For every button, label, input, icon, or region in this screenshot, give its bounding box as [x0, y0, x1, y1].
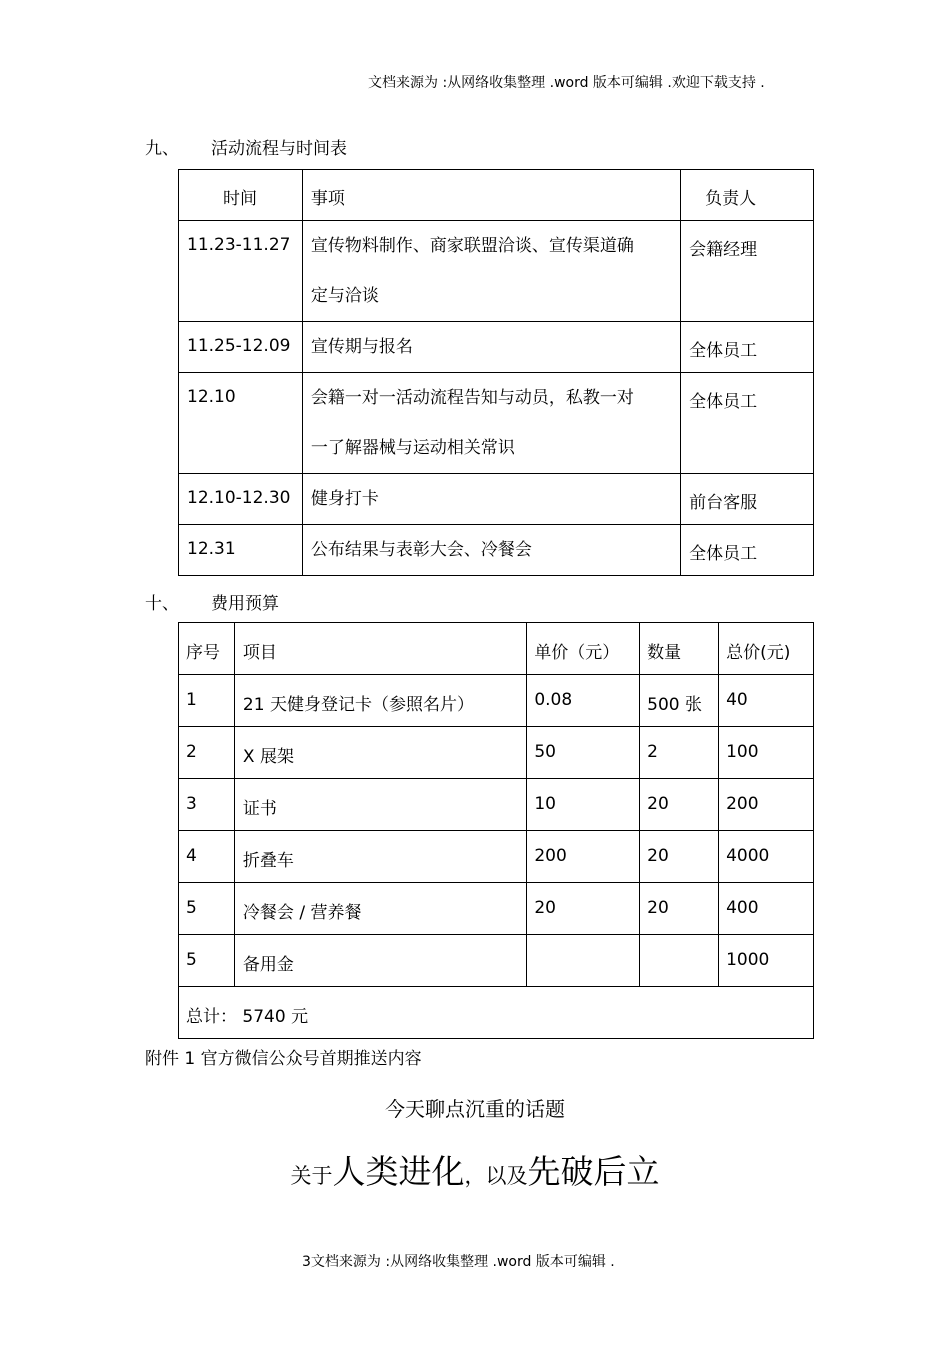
- section-9-title: 活动流程与时间表: [211, 139, 347, 159]
- section-10-number: 十、: [145, 594, 179, 614]
- budget-row: [179, 935, 814, 987]
- schedule-time-cell: 12.10-12.30: [179, 474, 303, 525]
- budget-row: [179, 883, 814, 935]
- schedule-item-cell: [302, 373, 680, 474]
- budget-item-cell: 21 天健身登记卡（参照名片）: [234, 675, 526, 727]
- budget-row: [179, 727, 814, 779]
- budget-item-cell: X 展架: [234, 727, 526, 779]
- budget-unit-price-cell: 10: [527, 779, 640, 831]
- headline-part: 关于: [290, 1164, 333, 1188]
- schedule-item-cell: [302, 221, 680, 322]
- budget-row: [179, 831, 814, 883]
- budget-header-qty: 数量: [640, 623, 719, 675]
- schedule-time-cell: 11.25-12.09: [179, 322, 303, 373]
- budget-header-no: 序号: [179, 623, 235, 675]
- section-10-title: 费用预算: [211, 594, 279, 614]
- budget-qty-cell: 20: [640, 779, 719, 831]
- budget-row: [179, 675, 814, 727]
- schedule-row: [179, 221, 814, 322]
- budget-unit-price-cell: [527, 935, 640, 987]
- budget-row: [179, 779, 814, 831]
- schedule-owner-cell: 全体员工: [681, 373, 814, 474]
- schedule-item-line: 定与洽谈: [310, 286, 379, 306]
- budget-header-row: [179, 623, 814, 675]
- schedule-table: [178, 169, 814, 576]
- budget-item-cell: 证书: [234, 779, 526, 831]
- budget-qty-cell: 20: [640, 883, 719, 935]
- budget-qty-cell: 2: [640, 727, 719, 779]
- schedule-header-owner: 负责人: [681, 170, 814, 221]
- appendix-title: 附件 1 官方微信公众号首期推送内容: [145, 1049, 422, 1069]
- headline-part: ，以及: [464, 1164, 528, 1188]
- budget-total-cell: 40: [719, 675, 814, 727]
- budget-unit-price-cell: 50: [527, 727, 640, 779]
- budget-header-total: 总价(元): [719, 623, 814, 675]
- schedule-time-cell: 12.10: [179, 373, 303, 474]
- page-header-note: 文档来源为 :从网络收集整理 .word 版本可编辑 .欢迎下载支持 .: [368, 75, 765, 91]
- budget-unit-price-cell: 0.08: [527, 675, 640, 727]
- wechat-article-title: 今天聊点沉重的话题: [385, 1097, 565, 1121]
- budget-unit-price-cell: 200: [527, 831, 640, 883]
- budget-no-cell: 1: [179, 675, 235, 727]
- budget-total-cell: 1000: [719, 935, 814, 987]
- schedule-header-time: 时间: [179, 170, 303, 221]
- schedule-header-row: [179, 170, 814, 221]
- schedule-owner-cell: 前台客服: [681, 474, 814, 525]
- schedule-item-line: 会籍一对一活动流程告知与动员，私教一对: [310, 388, 634, 408]
- schedule-owner-cell: 会籍经理: [681, 221, 814, 322]
- budget-no-cell: 2: [179, 727, 235, 779]
- budget-table: [178, 622, 814, 1039]
- budget-total-cell: 4000: [719, 831, 814, 883]
- budget-item-cell: 备用金: [234, 935, 526, 987]
- schedule-owner-cell: 全体员工: [681, 525, 814, 576]
- headline-part-emphasis: 先破后立: [527, 1152, 660, 1191]
- budget-no-cell: 5: [179, 935, 235, 987]
- schedule-item-line: 一了解器械与运动相关常识: [310, 438, 515, 458]
- budget-total-cell: 400: [719, 883, 814, 935]
- schedule-item-line: 宣传物料制作、商家联盟洽谈、宣传渠道确: [310, 236, 634, 256]
- budget-item-cell: 折叠车: [234, 831, 526, 883]
- schedule-item-cell: [302, 322, 680, 373]
- section-9-number: 九、: [145, 139, 179, 159]
- schedule-item-cell: [302, 474, 680, 525]
- budget-qty-cell: [640, 935, 719, 987]
- schedule-item-line: 健身打卡: [310, 489, 379, 509]
- budget-header-item: 项目: [234, 623, 526, 675]
- budget-unit-price-cell: 20: [527, 883, 640, 935]
- section-9-heading: [145, 134, 545, 159]
- schedule-row: [179, 322, 814, 373]
- budget-total-cell: 200: [719, 779, 814, 831]
- schedule-header-item: 事项: [302, 170, 680, 221]
- schedule-row: [179, 474, 814, 525]
- schedule-row: [179, 525, 814, 576]
- budget-no-cell: 4: [179, 831, 235, 883]
- schedule-item-cell: [302, 525, 680, 576]
- schedule-row: [179, 373, 814, 474]
- budget-total-row: [179, 987, 814, 1039]
- schedule-item-line: 公布结果与表彰大会、冷餐会: [310, 540, 532, 560]
- budget-total-text: 总计： 5740 元: [179, 987, 814, 1039]
- budget-qty-cell: 500 张: [640, 675, 719, 727]
- budget-total-cell: 100: [719, 727, 814, 779]
- budget-no-cell: 5: [179, 883, 235, 935]
- budget-header-unit-price: 单价（元）: [527, 623, 640, 675]
- schedule-time-cell: 12.31: [179, 525, 303, 576]
- budget-no-cell: 3: [179, 779, 235, 831]
- section-10-heading: [145, 589, 545, 614]
- wechat-headline: [0, 1150, 950, 1200]
- schedule-time-cell: 11.23-11.27: [179, 221, 303, 322]
- schedule-owner-cell: 全体员工: [681, 322, 814, 373]
- page-footer-note: 3文档来源为 :从网络收集整理 .word 版本可编辑 .: [302, 1254, 615, 1270]
- budget-item-cell: 冷餐会 / 营养餐: [234, 883, 526, 935]
- budget-qty-cell: 20: [640, 831, 719, 883]
- headline-part-emphasis: 人类进化: [332, 1152, 465, 1191]
- schedule-item-line: 宣传期与报名: [310, 337, 413, 357]
